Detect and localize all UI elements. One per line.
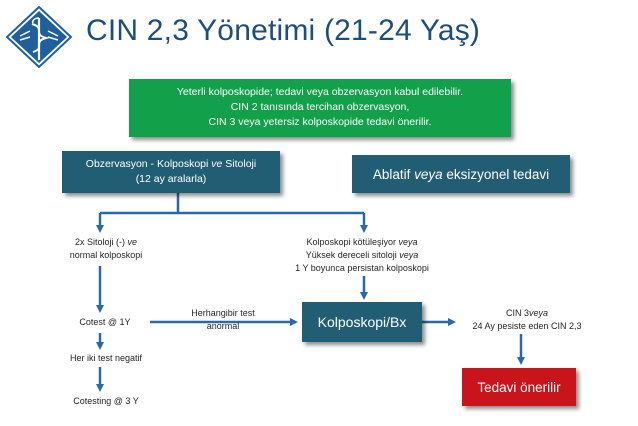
cytology-line-2: normal kolposkopi [69,250,143,260]
ablative-italic: veya [414,166,443,182]
cin3-label [452,307,602,333]
cytology-negative-label [60,236,152,262]
page-title: CIN 2,3 Yönetimi (21-24 Yaş) [86,14,481,47]
observation-box [62,151,280,193]
ablative-text: Ablatif [372,166,415,182]
cytology-text: 2x Sitoloji (-) [74,237,128,247]
recommendation-line-3: CIN 3 veya yetersiz kolposkopide tedavi önerilir. [208,116,432,128]
colposcopy-biopsy-box: Kolposkopi/Bx [302,302,422,342]
worsening-line-2: Yüksek dereceli sitoloji [305,250,400,260]
ablative-text-end: eksizyonel tedavi [442,166,550,182]
recommendation-box [129,79,511,137]
abnormal-line-2: anormal [206,321,240,331]
cytology-italic: ve [127,237,138,247]
worsening-italic-1: veya [398,237,418,247]
worsening-label [278,236,446,275]
recommendation-line-2: CIN 2 tanısında tercihan obzervasyon, [230,101,410,113]
any-test-abnormal-label [178,307,268,333]
observation-italic: ve [211,158,223,170]
cin3-line-2: 24 Ay pesiste eden CIN 2,3 [472,321,582,331]
both-tests-negative-label: Her iki test negatif [69,353,143,363]
cotest-1y-label: Cotest @ 1Y [79,317,131,327]
cin3-italic: veya [529,308,549,318]
cin3-text: CIN 3 [505,308,529,318]
recommendation-line-1: Yeterli kolposkopide; tedavi veya obzervasyon kabul edilebilir. [176,86,464,98]
worsening-line-3: 1 Y boyunca persistan kolposkopi [295,263,429,273]
cotesting-3y-label: Cotesting @ 3 Y [73,396,139,406]
worsening-italic-2: veya [399,250,419,260]
observation-text: Obzervasyon - Kolposkopi [85,158,212,170]
observation-text-end: Sitoloji [222,158,257,170]
treatment-recommended-box: Tedavi önerilir [462,368,576,406]
observation-interval: (12 ay aralarla) [135,173,207,185]
abnormal-line-1: Herhangibir test [191,308,255,318]
connector-obs-branch [100,193,364,213]
ablative-treatment-box [352,155,570,193]
worsening-line-1: Kolposkopi kötüleşiyor [306,237,399,247]
